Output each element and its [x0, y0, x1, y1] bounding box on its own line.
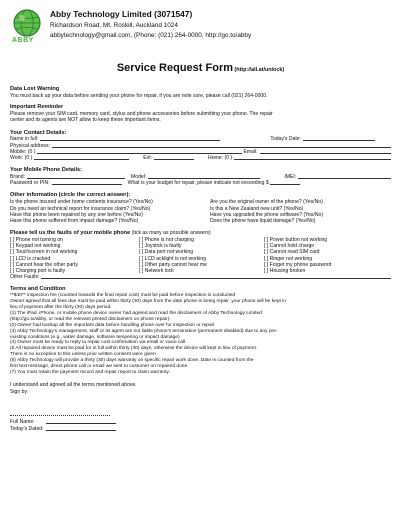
physical-field[interactable]	[52, 143, 391, 148]
fault-checkbox[interactable]: [ ] Phone not turning on	[10, 236, 63, 243]
date-field[interactable]	[303, 136, 375, 141]
budget-field[interactable]	[270, 180, 300, 185]
work-label: Work: (0 )	[10, 155, 33, 162]
fault-checkbox[interactable]: [ ] Data port not working	[139, 249, 194, 256]
fault-checkbox[interactable]: [ ] Phone is not charging	[139, 236, 194, 243]
name-field[interactable]	[40, 136, 220, 141]
fault-checkbox[interactable]: [ ] Keypad not working	[10, 243, 61, 250]
mobile-label: Mobile: (0 )	[10, 148, 36, 155]
reminder-text-1: Please remove your SIM card, memory card, stylus and phone accessories before submitting your phone. The repair	[10, 111, 273, 118]
question-2[interactable]: Are you the original owner of the phone? (Yes/No)	[210, 199, 323, 206]
other-faults-field[interactable]	[41, 274, 391, 279]
other-faults-row	[10, 274, 391, 280]
imei-field[interactable]	[298, 174, 391, 179]
fault-checkbox[interactable]: [ ] Cannot hear the other party	[10, 261, 78, 268]
contact-heading: Your Contact Details:	[10, 129, 67, 136]
ext-field[interactable]	[154, 155, 194, 160]
ext-label: Ext:	[143, 155, 153, 162]
date-label: Today's Date:	[270, 136, 302, 143]
mobile-field[interactable]	[37, 149, 242, 154]
other-faults-label: Other Faults:	[10, 274, 40, 281]
model-label: Model:	[131, 174, 147, 181]
faults-checklist	[10, 237, 391, 274]
budget-label: What is your budget for repair, please indicate not exceeding $	[127, 180, 269, 187]
other-info-title	[10, 192, 391, 199]
work-home-row	[10, 155, 391, 161]
fault-checkbox[interactable]: [ ] Other party cannot hear me	[139, 261, 207, 268]
sign-by-label: Sign by:	[10, 389, 29, 396]
globe-logo-icon	[10, 8, 44, 38]
dated-label: Today's Dated:	[10, 425, 44, 432]
terms-line: (3) Abby Technology's management, staff or its agent are not liable phone's termination (permanent disabled) due to any pre-	[10, 328, 278, 334]
question-6[interactable]: Have you upgraded the phone software? (Yes/No)	[210, 211, 324, 218]
agreement-text: I understand and agreed all the terms mentioned above.	[10, 381, 137, 388]
physical-label: Physical address:	[10, 142, 50, 149]
work-field[interactable]	[34, 155, 129, 160]
dated-field[interactable]	[46, 426, 116, 431]
dated-row	[10, 426, 391, 432]
imei-label: IMEI:	[284, 174, 297, 181]
password-label: Password or PIN:	[10, 180, 50, 187]
page-title: Service Request Form	[116, 62, 233, 74]
company-name: Abby Technology Limited (3071547)	[50, 9, 193, 19]
question-8[interactable]: Does the phone have liquid damage? (Yes/No)	[210, 217, 316, 224]
logo-text: ABBY	[12, 37, 34, 44]
fault-checkbox[interactable]: [ ] Charging port is faulty	[10, 267, 66, 274]
model-field[interactable]	[148, 174, 260, 179]
email-field[interactable]	[260, 149, 391, 154]
other-info-note: (circle the correct answer):	[58, 192, 131, 199]
terms-line: (6) Abby Technology will provide a thirty (30) days warranty on specific repair work done. Date is counted from the	[10, 358, 254, 364]
terms-body	[10, 293, 391, 376]
email-label: Email:	[243, 148, 258, 155]
brand-field[interactable]	[27, 174, 125, 179]
terms-line: (5 All repaired device must be paid for in full within thirty (30) days, otherwise the device will kept in lieu of payment.	[10, 346, 258, 352]
reminder-heading: Important Reminder	[10, 104, 64, 111]
password-field[interactable]	[52, 180, 122, 185]
question-1[interactable]: Is the phone insured under home contents insurance? (Yes/No)	[10, 199, 153, 206]
question-5[interactable]: Have this phone been repaired by any one before (Yes/No)	[10, 211, 143, 218]
brand-label: Brand:	[10, 174, 26, 181]
data-loss-text: You must back up your data before sending your phone for repair, if you are note sure, please call (021) 264-0000.	[10, 93, 268, 100]
title-url: (http://all.at/unlock)	[234, 67, 285, 73]
terms-line: first text message, direct phone call or email we sent to customer on repaired done.	[10, 364, 189, 370]
company-contact: abbytechnology@gmail.com, (Phone: (021) 264-0000, http://go.to/abby	[50, 31, 252, 39]
abby-logo	[10, 8, 44, 48]
terms-line: **$40** inspection fee (counted towards the final repair cost) must be paid before inspection is conducted	[10, 293, 236, 299]
question-3[interactable]: Do you need an technical report for insurance claim? (Yes/No)	[10, 205, 151, 212]
faults-title	[10, 230, 391, 237]
faults-note: (tick as many as possible answers)	[131, 230, 211, 237]
signature-line[interactable]	[10, 411, 391, 418]
home-field[interactable]	[234, 155, 391, 160]
signature-field[interactable]	[10, 411, 110, 416]
password-budget-row	[10, 180, 391, 186]
fault-checkbox[interactable]: [ ] Housing broken	[264, 267, 306, 274]
fault-checkbox[interactable]: [ ] Power button not working	[264, 236, 328, 243]
other-info-questions	[10, 199, 391, 224]
header	[10, 8, 391, 50]
phone-details-heading: Your Mobile Phone Details:	[10, 167, 82, 174]
other-info-heading: Other information	[10, 192, 58, 199]
fault-checkbox[interactable]: [ ] Network lock	[139, 267, 174, 274]
terms-line: lieu of payment after the thirty (30) days period.	[10, 304, 112, 310]
terms-line: (4) Owner must be ready to reply to repair cost confirmation via email or voice call.	[10, 340, 187, 346]
question-4[interactable]: Is this a New Zealand new unit? (Yes/No)	[210, 205, 304, 212]
question-7[interactable]: Have this phone suffered from impact damage? (Yes/No)	[10, 217, 139, 224]
fault-checkbox[interactable]: [ ] Touchscreen in not working	[10, 249, 78, 256]
terms-line: Owner agreed that all fees due must be paid within thirty (30) days from the date phone is being repair, your phone will be kept in	[10, 299, 286, 305]
terms-line: (2) Owner had backup all the important data before handling phone over for inspection or repair	[10, 322, 215, 328]
form-title	[10, 62, 391, 75]
fault-checkbox[interactable]: [ ] Forget my phone password	[264, 261, 332, 268]
name-label: Name in full:	[10, 136, 39, 143]
data-loss-heading: Data Lost Warning	[10, 86, 60, 93]
fault-checkbox[interactable]: [ ] Joystick is faulty	[139, 243, 182, 250]
full-name-label: Full Name:	[10, 419, 35, 426]
fault-checkbox[interactable]: [ ] LCD acklight is not working	[139, 255, 207, 262]
reminder-text-2: center and its agents are NOT allow to keep these important items.	[10, 117, 161, 124]
terms-line: (1) The iPad, iPhone, or mobile phone device owner had agreed and read the disclaimers of Abby Technology Limited	[10, 310, 262, 316]
fault-checkbox[interactable]: [ ] LCD is cracked	[10, 255, 51, 262]
home-label: Home: (0 )	[208, 155, 233, 162]
company-address: Richardson Road, Mt. Roskill, Auckland 1024	[50, 21, 178, 29]
terms-line: There is no exception to this unless prior written consent were given	[10, 352, 156, 358]
fault-checkbox[interactable]: [ ] Cannot hold charge	[264, 243, 315, 250]
full-name-field[interactable]	[46, 419, 116, 424]
fault-checkbox[interactable]: [ ] Ringer not working	[264, 255, 313, 262]
terms-line: (7) You must retain the payment record and repair report to claim warranty.	[10, 369, 170, 375]
company-info	[50, 8, 251, 40]
terms-line: existing conditions (e.g., water damage, software tempering or impact damage)	[10, 334, 180, 340]
faults-heading: Please tell us the faults of your mobile phone	[10, 230, 131, 237]
terms-line: (http://go.to/abby, or read the relevant printed disclaimers on phone repair).	[10, 316, 171, 322]
terms-heading: Terms and Condition	[10, 286, 66, 293]
fault-checkbox[interactable]: [ ] Cannot read SIM card	[264, 249, 320, 256]
